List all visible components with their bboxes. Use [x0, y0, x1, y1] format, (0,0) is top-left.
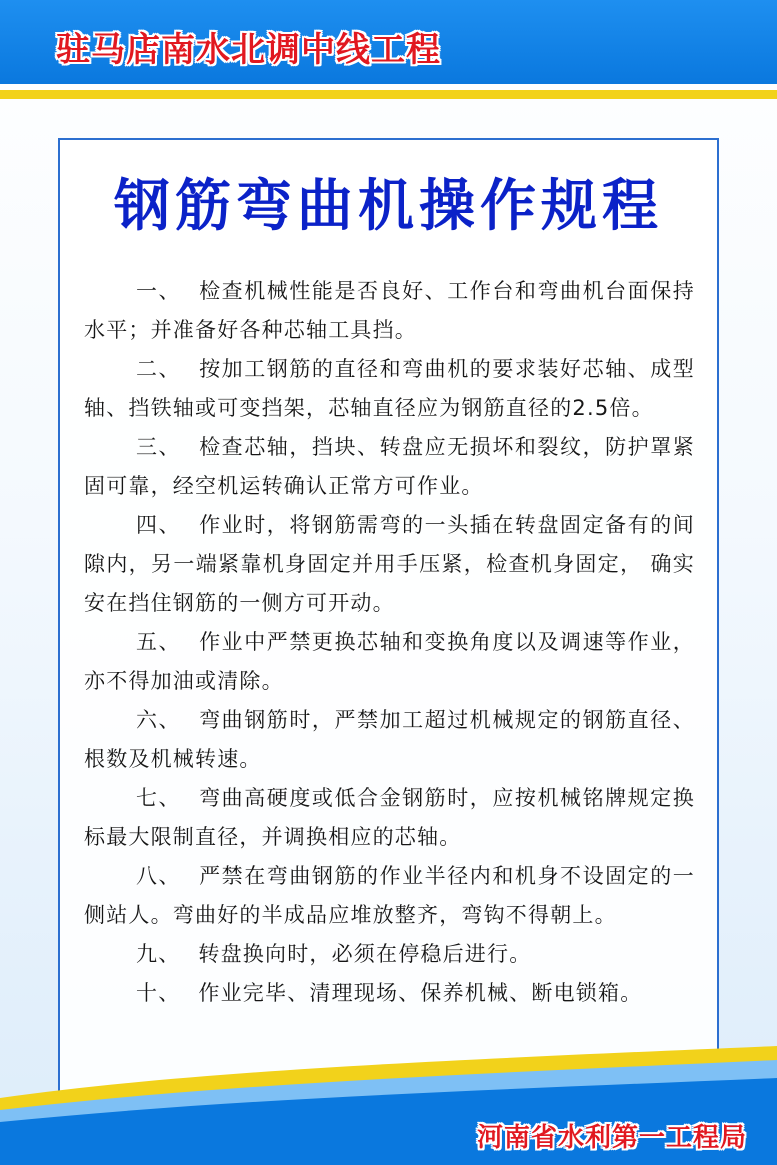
header-divider: [0, 90, 777, 99]
clause-number: 二、: [136, 357, 182, 381]
clause-number: 七、: [136, 786, 182, 810]
clause-list: [84, 272, 695, 1013]
clause-4: [84, 506, 695, 623]
clause-7: [84, 779, 695, 857]
clause-10: [84, 974, 695, 1013]
clause-text: 严禁在弯曲钢筋的作业半径内和机身不设固定的一侧站人。弯曲好的半成品应堆放整齐，弯钩不得朝上。: [84, 864, 695, 927]
clause-text: 作业时，将钢筋需弯的一头插在转盘固定备有的间隙内，另一端紧靠机身固定并用手压紧，检查机身固定， 确实安在挡住钢筋的一侧方可开动。: [84, 513, 695, 615]
clause-text: 作业中严禁更换芯轴和变换角度以及调速等作业，亦不得加油或清除。: [84, 630, 695, 693]
clause-text: 检查机械性能是否良好、工作台和弯曲机台面保持水平；并准备好各种芯轴工具挡。: [84, 279, 695, 342]
clause-number: 十、: [136, 981, 181, 1005]
clause-text: 转盘换向时，必须在停稳后进行。: [198, 942, 532, 966]
organization-name: 河南省水利第一工程局: [476, 1123, 747, 1153]
clause-5: [84, 623, 695, 701]
clause-text: 弯曲钢筋时，严禁加工超过机械规定的钢筋直径、根数及机械转速。: [84, 708, 695, 771]
clause-number: 九、: [136, 942, 181, 966]
clause-9: [84, 935, 695, 974]
clause-text: 作业完毕、清理现场、保养机械、断电锁箱。: [198, 981, 643, 1005]
clause-number: 一、: [136, 279, 182, 303]
clause-8: [84, 857, 695, 935]
clause-6: [84, 701, 695, 779]
sign-title: 钢筋弯曲机操作规程: [114, 174, 663, 239]
project-title: 驻马店南水北调中线工程: [56, 30, 441, 70]
clause-number: 五、: [136, 630, 182, 654]
clause-number: 三、: [136, 435, 182, 459]
clause-1: [84, 272, 695, 350]
clause-number: 六、: [136, 708, 182, 732]
clause-2: [84, 350, 695, 428]
clause-3: [84, 428, 695, 506]
clause-text: 按加工钢筋的直径和弯曲机的要求装好芯轴、成型轴、挡铁轴或可变挡架，芯轴直径应为钢筋直径的2.5倍。: [84, 357, 695, 420]
clause-text: 检查芯轴，挡块、转盘应无损坏和裂纹，防护罩紧固可靠，经空机运转确认正常方可作业。: [84, 435, 695, 498]
clause-text: 弯曲高硬度或低合金钢筋时，应按机械铭牌规定换标最大限制直径，并调换相应的芯轴。: [84, 786, 695, 849]
clause-number: 八、: [136, 864, 182, 888]
clause-number: 四、: [136, 513, 182, 537]
